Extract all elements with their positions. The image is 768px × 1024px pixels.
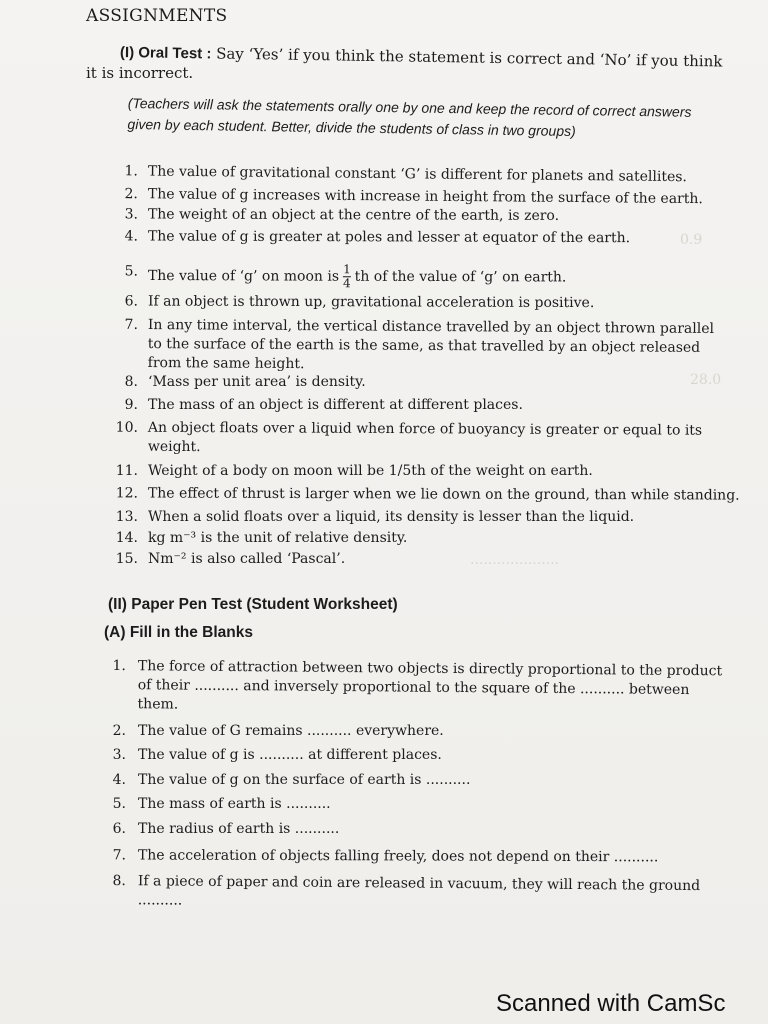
item-text: The value of g on the surface of earth is .......... bbox=[138, 772, 471, 788]
fill-in-blanks-heading: (A) Fill in the Blanks bbox=[104, 624, 253, 641]
scanner-watermark: Scanned with CamSc bbox=[496, 990, 726, 1017]
item-text: weight. bbox=[147, 438, 201, 456]
item-number: 11. bbox=[115, 463, 138, 479]
item-number: 5. bbox=[112, 796, 126, 812]
item-text: The value of G remains .......... everywhere. bbox=[138, 723, 444, 739]
oral-test-text: Say ‘Yes’ if you think the statement is correct and ‘No’ if you think bbox=[211, 44, 723, 71]
item-number: 7. bbox=[124, 316, 138, 333]
item-text: If a piece of paper and coin are released in vacuum, they will reach the ground bbox=[137, 873, 701, 895]
item-number: 4. bbox=[112, 772, 126, 788]
item-text: The effect of thrust is larger when we lie down on the ground, than while standing. bbox=[147, 485, 740, 504]
paper-pen-test-title: (II) Paper Pen Test (Student Worksheet) bbox=[108, 596, 398, 613]
item-text: from the same height. bbox=[147, 355, 305, 373]
fraction bbox=[343, 263, 351, 290]
item-text bbox=[148, 263, 567, 291]
item-text: When a solid floats over a liquid, its density is lesser than the liquid. bbox=[148, 509, 635, 525]
oral-test-instruction bbox=[120, 42, 723, 72]
item-number: 14. bbox=[115, 530, 138, 546]
item-number: 5. bbox=[124, 263, 138, 280]
item-text: Nm⁻² is also called ‘Pascal’. bbox=[148, 551, 346, 567]
item-number: 2. bbox=[124, 186, 138, 203]
item-number: 7. bbox=[112, 847, 126, 864]
item-text: The mass of an object is different at different places. bbox=[148, 397, 523, 413]
item-text: In any time interval, the vertical distance travelled by an object thrown parallel bbox=[147, 317, 715, 337]
item-number: 4. bbox=[124, 228, 138, 245]
item-text: An object floats over a liquid when force of buoyancy is greater or equal to its bbox=[147, 419, 703, 439]
item-text: kg m⁻³ is the unit of relative density. bbox=[148, 530, 408, 546]
item-number: 12. bbox=[115, 485, 138, 502]
item-number: 10. bbox=[115, 419, 138, 436]
item-text: The weight of an object at the centre of the earth, is zero. bbox=[147, 206, 560, 224]
page-heading: ASSIGNMENTS bbox=[86, 6, 228, 26]
fraction-denominator: 4 bbox=[343, 276, 351, 291]
item-text: Weight of a body on moon will be 1/5th of the weight on earth. bbox=[148, 463, 593, 479]
item-number: 15. bbox=[115, 551, 138, 567]
item-text: If an object is thrown up, gravitational acceleration is positive. bbox=[147, 293, 595, 312]
item-number: 8. bbox=[112, 872, 126, 890]
teacher-note: (Teachers will ask the statements orally one by one and keep the record of correct answers given by each student. Better, divide the students of class in two groups) bbox=[127, 94, 692, 140]
item-text: The value of g increases with increase in height from the surface of the earth. bbox=[147, 186, 703, 208]
fraction-numerator: 1 bbox=[343, 262, 351, 277]
item-number: 6. bbox=[124, 293, 138, 310]
item-text: The radius of earth is .......... bbox=[138, 821, 340, 837]
item-text: The mass of earth is .......... bbox=[138, 796, 331, 812]
item-text: ‘Mass per unit area’ is density. bbox=[148, 374, 366, 390]
oral-test-text-continued: it is incorrect. bbox=[86, 64, 194, 82]
item-text: of their .......... and inversely proportional to the square of the .......... between bbox=[137, 677, 690, 699]
item-number: 8. bbox=[124, 374, 138, 390]
item-text: .......... bbox=[137, 892, 183, 909]
item-text: The value of gravitational constant ‘G’ is different for planets and satellites. bbox=[147, 163, 687, 186]
bleed-through-text: .................... bbox=[470, 552, 560, 568]
item-number: 1. bbox=[124, 163, 138, 180]
oral-test-label: (I) Oral Test : bbox=[119, 44, 212, 63]
item-text: The force of attraction between two objects is directly proportional to the product bbox=[137, 658, 723, 680]
item-text-before: The value of ‘g’ on moon is bbox=[147, 268, 340, 285]
item-text: to the surface of the earth is the same, as that travelled by an object released bbox=[147, 336, 701, 356]
item-number: 13. bbox=[115, 509, 138, 525]
bleed-through-text: 28.0 bbox=[690, 372, 722, 388]
item-text-after: th of the value of ‘g’ on earth. bbox=[354, 268, 567, 286]
item-text: The acceleration of objects falling freely, does not depend on their .......... bbox=[137, 847, 659, 866]
item-number: 6. bbox=[112, 821, 126, 837]
item-number: 3. bbox=[124, 206, 138, 223]
bleed-through-text: 0.9 bbox=[680, 232, 703, 248]
item-number: 1. bbox=[112, 657, 126, 675]
item-text: them. bbox=[137, 696, 179, 713]
item-text: The value of g is .......... at different places. bbox=[138, 747, 442, 763]
item-number: 9. bbox=[124, 397, 138, 413]
item-number: 3. bbox=[112, 747, 126, 763]
item-text: The value of g is greater at poles and lesser at equator of the earth. bbox=[147, 228, 631, 247]
item-number: 2. bbox=[112, 723, 126, 739]
